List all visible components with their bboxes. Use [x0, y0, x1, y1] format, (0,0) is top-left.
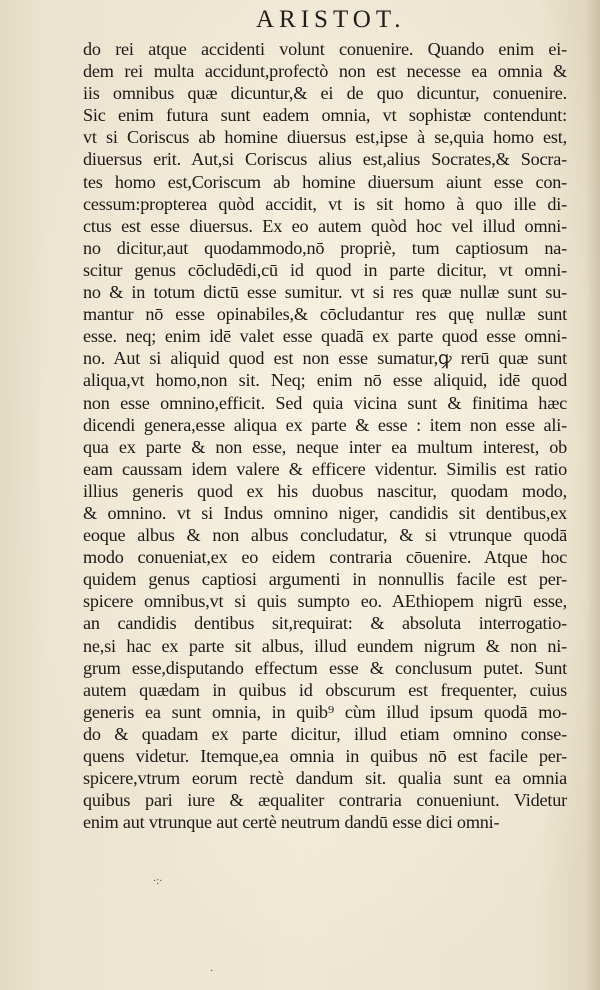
ink-mark: ·:·	[153, 876, 163, 887]
text-line: generis ea sunt omnia, in quib⁹ cùm illud ipsum quodā mo-	[83, 701, 567, 722]
text-line: vt si Coriscus ab homine diuersus est,ipse à se,quia homo est,	[83, 127, 567, 148]
text-line: spicere,vtrum eorum rectè dandum sit. qualia sunt ea omnia	[83, 768, 567, 789]
text-line: grum esse,disputando effectum esse & conclusum putet. Sunt	[83, 657, 567, 678]
text-line: an candidis dentibus sit,requirat: & absoluta interrogatio-	[83, 613, 567, 634]
text-line: dem rei multa accidunt,profectò non est necesse ea omnia &	[83, 61, 567, 82]
text-line: ctus est esse diuersus. Ex eo autem quòd hoc vel illud omni-	[83, 215, 567, 236]
text-line: eoque albus & non albus concludatur, & si vtrunque quodā	[83, 525, 567, 546]
text-line: modo conueniat,ex eo eidem contraria cōuenire. Atque hoc	[83, 547, 567, 568]
text-line: Sic enim futura sunt eadem omnia, vt sophistæ contendunt:	[83, 105, 567, 126]
text-line: autem quædam in quibus id obscurum est frequenter, cuius	[83, 679, 567, 700]
text-line: & omnino. vt si Indus omnino niger, candidis sit dentibus,ex	[83, 502, 567, 523]
ink-mark: ·	[210, 966, 214, 977]
text-line: quens videtur. Itemque,ea omnia in quibus nō est facile per-	[83, 746, 567, 766]
text-line: quibus pari iure & æqualiter contraria conueniunt. Videtur	[83, 790, 567, 811]
text-line: qua ex parte & non esse, neque inter ea multum interest, ob	[83, 436, 567, 457]
text-line: dicendi genera,esse aliqua ex parte & esse : item non esse ali-	[83, 414, 567, 435]
text-line: spicere omnibus,vt si quis sumpto eo. AEthiopem nigrū esse,	[83, 591, 567, 612]
running-head: ARISTOT.	[256, 6, 406, 33]
text-line: non esse omnino,efficit. Sed quia vicina sunt & finitima hæc	[83, 392, 567, 413]
text-line: scitur genus cōcludēdi,cū id quod in parte dicitur, vt omni-	[83, 259, 567, 280]
text-line: illius generis quod ex his duobus nascitur, quodam modo,	[83, 480, 567, 501]
text-line: no & in totum dictū esse sumitur. vt si res quæ nullæ sunt su-	[83, 282, 567, 303]
text-line: diuersus erit. Aut,si Coriscus alius est,alius Socrates,& Socra-	[83, 149, 567, 170]
text-line: esse. neq; enim idē valet esse quadā ex parte quod esse omni-	[83, 326, 567, 347]
text-line: iis omnibus quæ dicuntur,& ei de quo dicuntur, conuenire.	[83, 83, 567, 104]
text-line: do rei atque accidenti volunt conuenire. Quando enim ei-	[83, 39, 567, 59]
text-line: ne,si hac ex parte sit albus, illud eundem nigrum & non ni-	[83, 635, 567, 656]
text-line: cessum:propterea quòd accidit, vt is sit homo à quo ille di-	[83, 193, 567, 214]
text-line: aliqua,vt homo,non sit. Neq; enim nō esse aliquid, idē quod	[83, 370, 567, 391]
text-line: no. Aut si aliquid quod est non esse sumatur,ꝙ rerū quæ sunt	[83, 348, 567, 369]
text-line: do & quadam ex parte dicitur, illud etiam omnino conse-	[83, 723, 567, 744]
text-line: tes homo est,Coriscum ab homine diuersum aiunt esse con-	[83, 171, 567, 192]
text-line: quidem genus captiosi argumenti in nonnullis facile est per-	[83, 569, 567, 590]
text-line: enim aut vtrunque aut certè neutrum dandū esse dici omni-	[83, 812, 500, 833]
text-line: no dicitur,aut quodammodo,nō propriè, tum captiosum na-	[83, 237, 567, 258]
body-text	[83, 38, 567, 833]
text-line: mantur nō esse opinabiles,& cōcludantur res quę nullæ sunt	[83, 304, 567, 325]
text-line: eam caussam idem valere & efficere videntur. Similis est ratio	[83, 458, 567, 479]
page-edge-shadow	[586, 0, 600, 990]
